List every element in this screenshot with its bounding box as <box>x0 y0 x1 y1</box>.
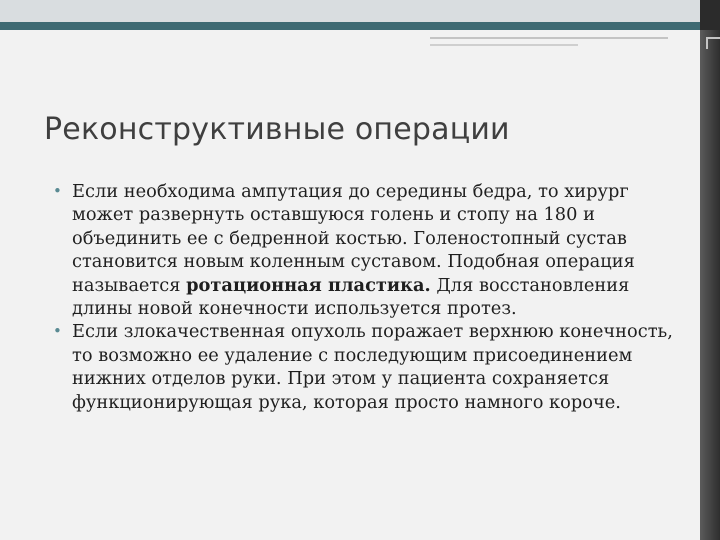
decorative-line <box>430 37 668 39</box>
accent-band <box>0 22 700 30</box>
bullet-text-part: Если необходима ампутация до середины бедра, то хирург может развернуть оставшуюся голень и стопу на 180 и объединить ее с бедренной костью. Голеностопный сустав становится новым коленным суставом. Подобная операция называется <box>72 181 635 296</box>
bullet-text: Если злокачественная опухоль поражает верхнюю конечность, то возможно ее удаление с последующим присоединением нижних отделов руки. При этом у пациента сохраняется функционирующая рука, которая просто намного короче. <box>72 321 673 413</box>
right-dark-band <box>700 0 720 540</box>
bullet-text-bold: ротационная пластика. <box>186 274 431 296</box>
decorative-line <box>430 44 578 46</box>
bullet-icon: • <box>53 322 62 341</box>
slide-title: Реконструктивные операции <box>44 112 510 147</box>
bullet-list <box>50 180 690 414</box>
top-band <box>0 0 700 22</box>
decorative-corner <box>706 37 720 49</box>
bullet-text-part: Для восстановления длины новой конечности используется протез. <box>72 274 630 320</box>
right-dark-band-top <box>700 0 720 30</box>
bullet-item <box>50 180 690 320</box>
bullet-text <box>72 181 635 319</box>
bullet-icon: • <box>53 182 62 200</box>
bullet-item <box>50 320 690 414</box>
